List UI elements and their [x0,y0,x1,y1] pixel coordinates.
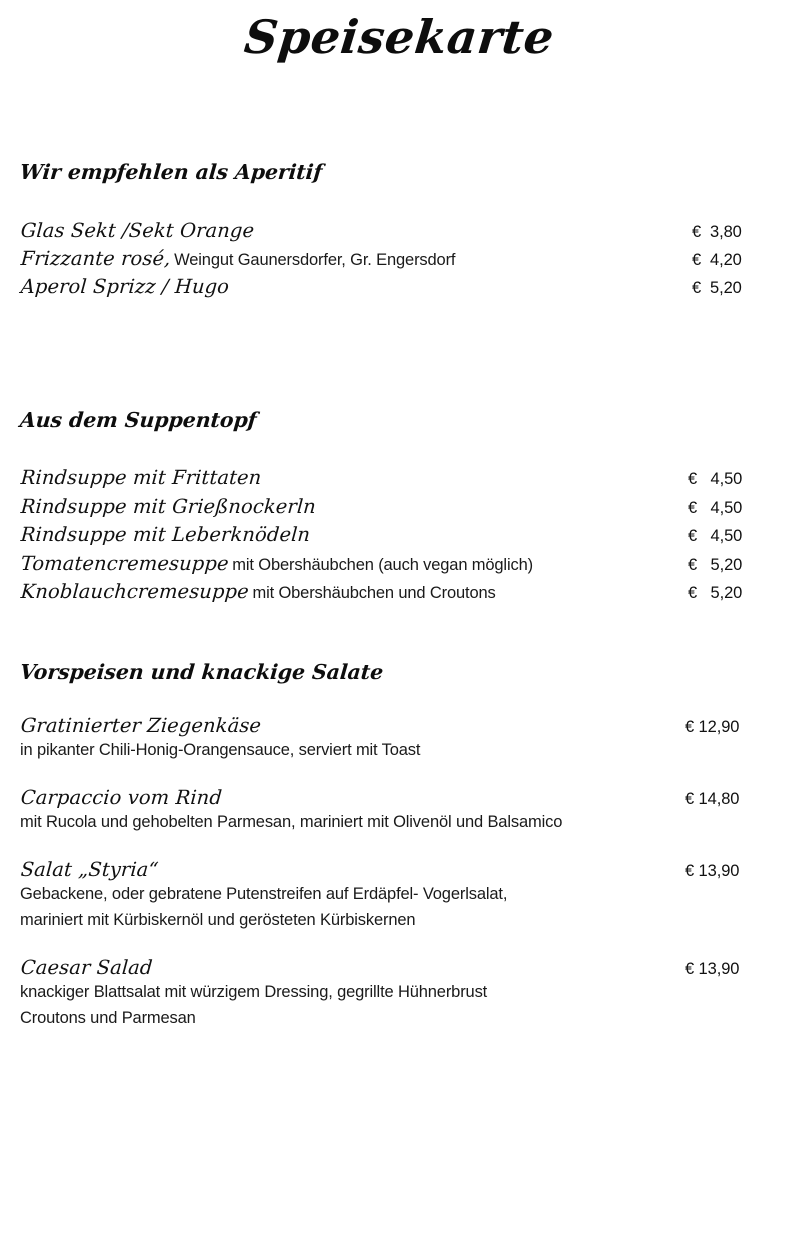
menu-item-description-line: mariniert mit Kürbiskernöl und gerösteten Kürbiskernen [20,911,416,930]
menu-item-price: € 5,20 [688,584,743,602]
menu-item-row [20,495,780,518]
menu-item-name: Salat „Styria“ [20,858,160,882]
menu-item [20,523,780,546]
menu-item-row [20,523,780,546]
section-heading-suppen: Aus dem Suppentopf [18,408,258,432]
menu-item-price: € 4,50 [688,470,743,488]
menu-item-main [20,495,679,518]
section-heading-aperitif: Wir empfehlen als Aperitif [18,160,324,184]
menu-item-description-line: knackiger Blattsalat mit würzigem Dressing, gegrillte Hühnerbrust [20,983,488,1002]
menu-item-main [20,714,685,737]
menu-item-main [20,466,679,489]
menu-item-name: Gratinierter Ziegenkäse [20,714,262,737]
menu-item-main [20,275,686,298]
menu-item-price: € 5,20 [688,555,743,574]
menu-item [20,786,780,835]
item-list-suppen [20,466,780,603]
section-vorspeisen [20,660,780,1031]
menu-item-price: € 4,20 [692,251,742,269]
menu-item-main [20,552,679,575]
section-suppen [20,408,780,603]
menu-item [20,956,780,1031]
menu-item [20,858,780,933]
menu-item-row [20,786,780,809]
menu-item-row [20,552,780,575]
menu-item-name: Rindsuppe mit Grießnockerln [20,494,317,518]
section-heading-vorspeisen: Vorspeisen und knackige Salate [18,660,385,684]
menu-item-price: € 5,20 [692,279,742,297]
menu-item-description-line: Croutons und Parmesan [20,1009,196,1028]
page-title: Speisekarte [241,10,557,64]
menu-item-price: € 13,90 [685,960,740,979]
menu-item-main [20,219,686,242]
item-list-vorspeisen [20,714,780,1031]
menu-item-description-line: mit Rucola und gehobelten Parmesan, mariniert mit Olivenöl und Balsamico [20,813,563,832]
menu-item-inline-description: Weingut Gaunersdorfer, Gr. Engersdorf [169,251,456,269]
menu-item-inline-description: mit Obershäubchen (auch vegan möglich) [227,555,533,574]
menu-item-price: € 4,50 [688,498,743,517]
menu-item-row [20,275,780,298]
menu-item-main [20,786,685,809]
menu-item [20,466,780,489]
menu-item-row [20,219,780,242]
menu-item [20,247,780,270]
menu-item-main [20,956,685,979]
menu-item-row [20,858,780,881]
menu-item-main [20,580,679,603]
menu-item [20,580,780,603]
menu-item-name: Glas Sekt /Sekt Orange [20,219,256,242]
menu-item-description-line: Gebackene, oder gebratene Putenstreifen auf Erdäpfel- Vogerlsalat, [20,885,508,904]
menu-item-name: Rindsuppe mit Leberknödeln [20,523,311,546]
menu-item-price: € 14,80 [685,790,740,809]
menu-item-price: € 12,90 [685,718,740,736]
menu-item-row [20,956,780,979]
menu-item-row [20,247,780,270]
menu-item [20,275,780,298]
menu-item [20,219,780,242]
menu-item [20,552,780,575]
section-aperitif [20,160,780,298]
menu-item-main [20,247,686,270]
menu-item-name: Carpaccio vom Rind [20,786,223,810]
menu-item-row [20,714,780,737]
menu-item [20,714,780,763]
menu-item-price: € 3,80 [692,223,742,241]
menu-item-name: Frizzante rosé, [20,247,172,270]
menu-item-name: Tomatencremesuppe [20,551,230,575]
menu-item-name: Caesar Salad [20,956,154,980]
menu-item-name: Knoblauchcremesuppe [20,580,250,603]
menu-item-main [20,523,679,546]
menu-item-row [20,580,780,603]
menu-item-row [20,466,780,489]
menu-item-name: Rindsuppe mit Frittaten [20,466,263,489]
menu-item [20,495,780,518]
menu-item-price: € 4,50 [688,527,743,545]
menu-item-main [20,858,685,881]
menu-item-name: Aperol Sprizz / Hugo [20,275,230,298]
menu-item-price: € 13,90 [685,862,740,881]
menu-item-description-line: in pikanter Chili-Honig-Orangensauce, serviert mit Toast [20,741,421,759]
item-list-aperitif [20,219,780,298]
menu-item-inline-description: mit Obershäubchen und Croutons [248,584,496,602]
